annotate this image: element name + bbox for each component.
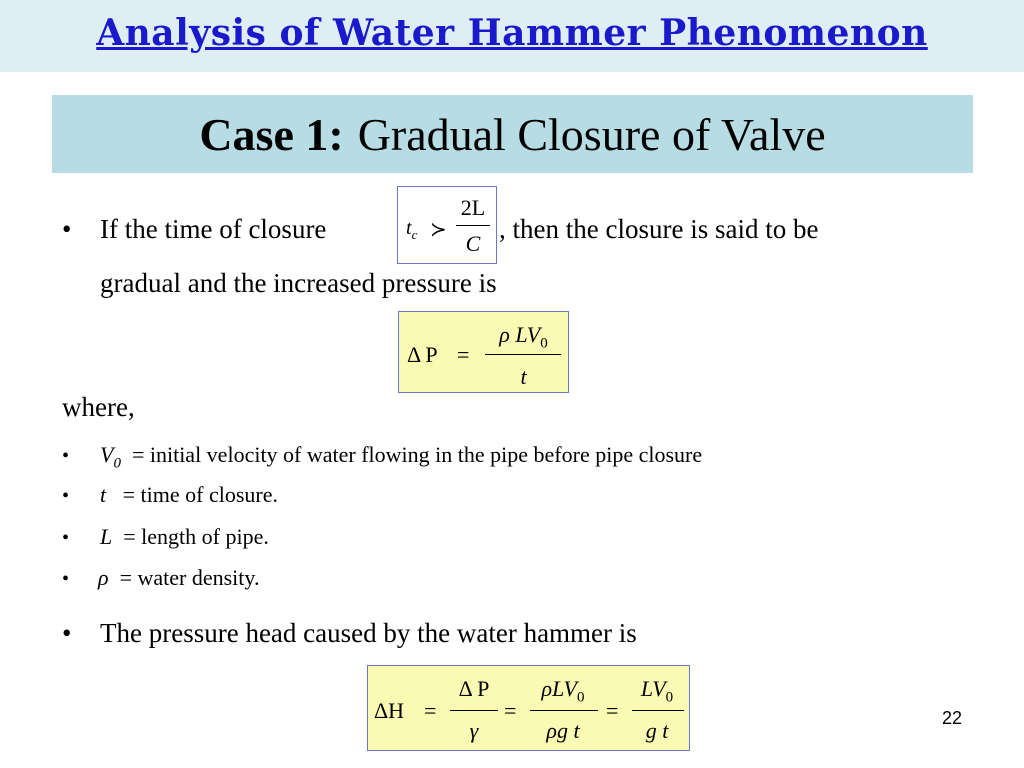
intro-line2: gradual and the increased pressure is [100,268,497,298]
condition-numerator: 2L [460,195,486,220]
definition-rho: ρ = water density. [98,565,260,590]
case-title: Gradual Closure of Valve [357,108,826,160]
bullet-dot: • [62,485,70,507]
equals-sign: = [424,698,437,723]
head-f2-denominator: ρg t [546,718,580,743]
bullet-dot: • [62,568,70,590]
fraction-bar [530,710,598,711]
tc-symbol: $t_c$ [406,217,418,242]
head-f1-numerator: Δ P [458,676,490,701]
bullet-dot: • [62,527,70,549]
fraction-bar [632,710,684,711]
pressure-head-equation [367,665,690,751]
equals-sign: = [457,342,470,367]
closure-condition-equation [397,186,497,264]
pressure-rise-equation [398,311,569,393]
equals-sign: = [606,698,619,723]
condition-denominator: C [465,231,481,256]
where-label: where, [62,392,135,422]
equals-sign: = [504,698,517,723]
bullet-dot: • [62,618,72,648]
bullet-dot: • [62,214,72,244]
delta-h: ΔH [374,698,405,723]
head-f2-numerator: ρLV$_0$ [541,676,585,706]
fraction-bar [456,225,490,226]
page-title: Analysis of Water Hammer Phenomenon [96,12,928,54]
fraction-bar [450,710,498,711]
intro-line1-post: , then the closure is said to be [499,214,819,244]
case-label: Case 1: [199,108,344,160]
definition-t: t = time of closure. [100,482,278,507]
definition-v0: $V_0$ = initial velocity of water flowing in the pipe before pipe closure [100,442,703,472]
intro-line1-pre: If the time of closure [100,214,327,244]
succeeds-symbol: ≻ [430,219,447,241]
pressure-numerator: ρ $LV_0$ [499,322,548,352]
delta-p: Δ P [407,342,438,367]
head-f3-numerator: $LV_0$ [640,676,674,706]
page-number: 22 [941,708,962,728]
definition-l: L = length of pipe. [100,524,269,549]
bullet-dot: • [62,445,70,467]
fraction-bar [485,354,561,355]
pressure-denominator: t [520,364,527,389]
case-banner [52,95,973,173]
head-f3-denominator: g t [645,718,669,743]
conclusion-text: The pressure head caused by the water hammer is [100,618,637,648]
head-f1-denominator: γ [469,718,479,743]
